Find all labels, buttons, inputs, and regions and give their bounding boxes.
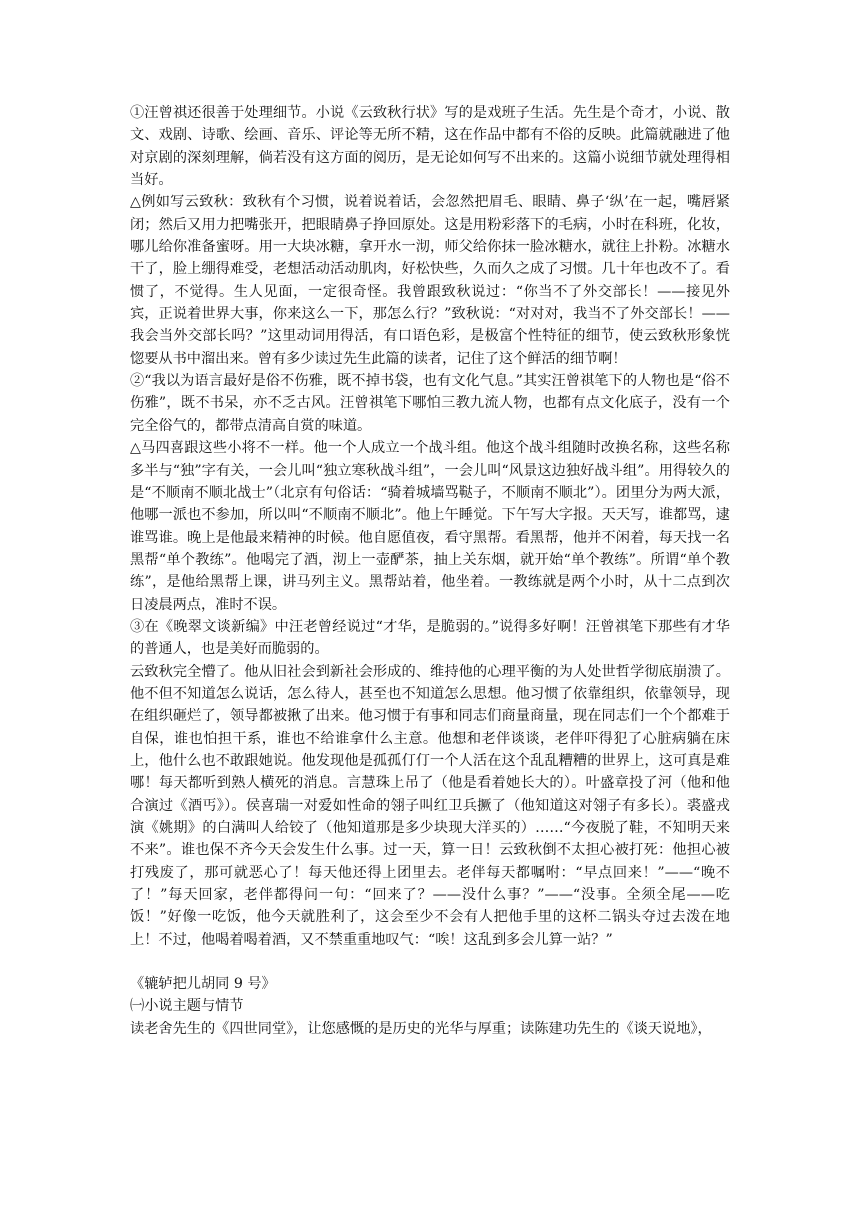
section-title: 《辘轳把儿胡同 9 号》 — [130, 976, 276, 993]
blank-line — [130, 951, 730, 973]
paragraph-3: ②“我以为语言最好是俗不伤雅，既不掉书袋，也有文化气息。”其实汪曾祺笔下的人物也是“俗不伤雅”，既不书呆，亦不乏古风。汪曾祺笔下哪怕三教九流人物，也都有点文化底子，没有一个完全俗气的，都带点清高自赏的味道。 — [130, 373, 730, 434]
paragraph-1: ①汪曾祺还很善于处理细节。小说《云致秋行状》写的是戏班子生活。先生是个奇才，小说、散文、戏剧、诗歌、绘画、音乐、评论等无所不精，这在作品中都有不俗的反映。此篇就融进了他对京剧的深刻理解，倘若没有这方面的阅历，是无论如何写不出来的。这篇小说细节就处理得相当好。 — [130, 105, 730, 189]
paragraph-last: 读老舍先生的《四世同堂》，让您感慨的是历史的光华与厚重；读陈建功先生的《谈天说地》， — [130, 1020, 712, 1037]
section-heading: ㈠小说主题与情节 — [130, 998, 244, 1015]
paragraph-6: 云致秋完全懵了。他从旧社会到新社会形成的、维持他的心理平衡的为人处世哲学彻底崩溃了。他不但不知道怎么说话，怎么待人，甚至也不知道怎么思想。他习惯了依靠组织，依靠领导，现在组织砸烂了，领导都被揪了出来。他习惯于有事和同志们商量商量，现在同志们一个个都难于自保，谁也怕担干系，谁也不给谁拿什么主意。他想和老伴谈谈，老伴吓得犯了心脏病躺在床上，他什么也不敢跟她说。他发现他是孤孤仃仃一个人活在这个乱乱糟糟的世界上，这可真是难哪！每天都听到熟人横死的消息。言慧珠上吊了（他是看着她长大的）。叶盛章投了河（他和他合演过《酒丐》）。侯喜瑞一对爱如性命的翎子叫红卫兵撅了（他知道这对翎子有多长）。裘盛戎演《姚期》的白满叫人给铰了（他知道那是多少块现大洋买的）……“今夜脱了鞋，不知明天来不来”。谁也保不齐今天会发生什么事。过一天，算一日！云致秋倒不太担心被打死：他担心被打残废了，那可就恶心了！每天他还得上团里去。老伴每天都嘱咐：“早点回来！”——“晚不了！”每天回家，老伴都得问一句：“回来了？——没什么事？”——“没事。全须全尾——吃饭！”好像一吃饭，他今天就胜利了，这会至少不会有人把他手里的这杯二锅头夺过去泼在地上！不过，他喝着喝着酒，又不禁重重地叹气：“唉！这乱到多会儿算一站？” — [130, 663, 730, 948]
document-page — [130, 102, 730, 1040]
paragraph-5: ③在《晚翠文谈新编》中汪老曾经说过“才华，是脆弱的。”说得多好啊！汪曾祺笔下那些有才华的普通人，也是美好而脆弱的。 — [130, 618, 730, 658]
paragraph-2: △例如写云致秋：致秋有个习惯，说着说着话，会忽然把眉毛、眼睛、鼻子‘纵’在一起，嘴唇紧闭；然后又用力把嘴张开，把眼睛鼻子挣回原处。这是用粉彩落下的毛病，小时在科班，化妆，哪儿给你准备蜜呀。用一大块冰糖，拿开水一沏，师父给你抹一脸冰糖水，就往上扑粉。冰糖水干了，脸上绷得难受，老想活动活动肌肉，好松快些，久而久之成了习惯。几十年也改不了。看惯了，不觉得。生人见面，一定很奇怪。我曾跟致秋说过：“你当不了外交部长！——接见外宾，正说着世界大事，你来这么一下，那怎么行？”致秋说：“对对对，我当不了外交部长！——我会当外交部长吗？”这里动词用得活，有口语色彩，是极富个性特征的细节，使云致秋形象恍惚要从书中溜出来。曾有多少读过先生此篇的读者，记住了这个鲜活的细节啊！ — [130, 194, 730, 367]
paragraph-4: △马四喜跟这些小将不一样。他一个人成立一个战斗组。他这个战斗组随时改换名称，这些名称多半与“独”字有关，一会儿叫“独立寒秋战斗组”，一会儿叫“风景这边独好战斗组”。用得较久的是“不顺南不顺北战士”（北京有句俗话：“骑着城墙骂鞑子，不顺南不顺北”）。团里分为两大派，他哪一派也不参加，所以叫“不顺南不顺北”。他上午睡觉。下午写大字报。天天写，谁都骂，逮谁骂谁。晚上是他最来精神的时候。他自愿值夜，看守黑帮。看黑帮，他并不闲着，每天找一名黑帮“单个教练”。他喝完了酒，沏上一壶酽茶，抽上关东烟，就开始“单个教练”。所谓“单个教练”，是他给黑帮上课，讲马列主义。黑帮站着，他坐着。一教练就是两个小时，从十二点到次日凌晨两点，准时不误。 — [130, 440, 730, 613]
